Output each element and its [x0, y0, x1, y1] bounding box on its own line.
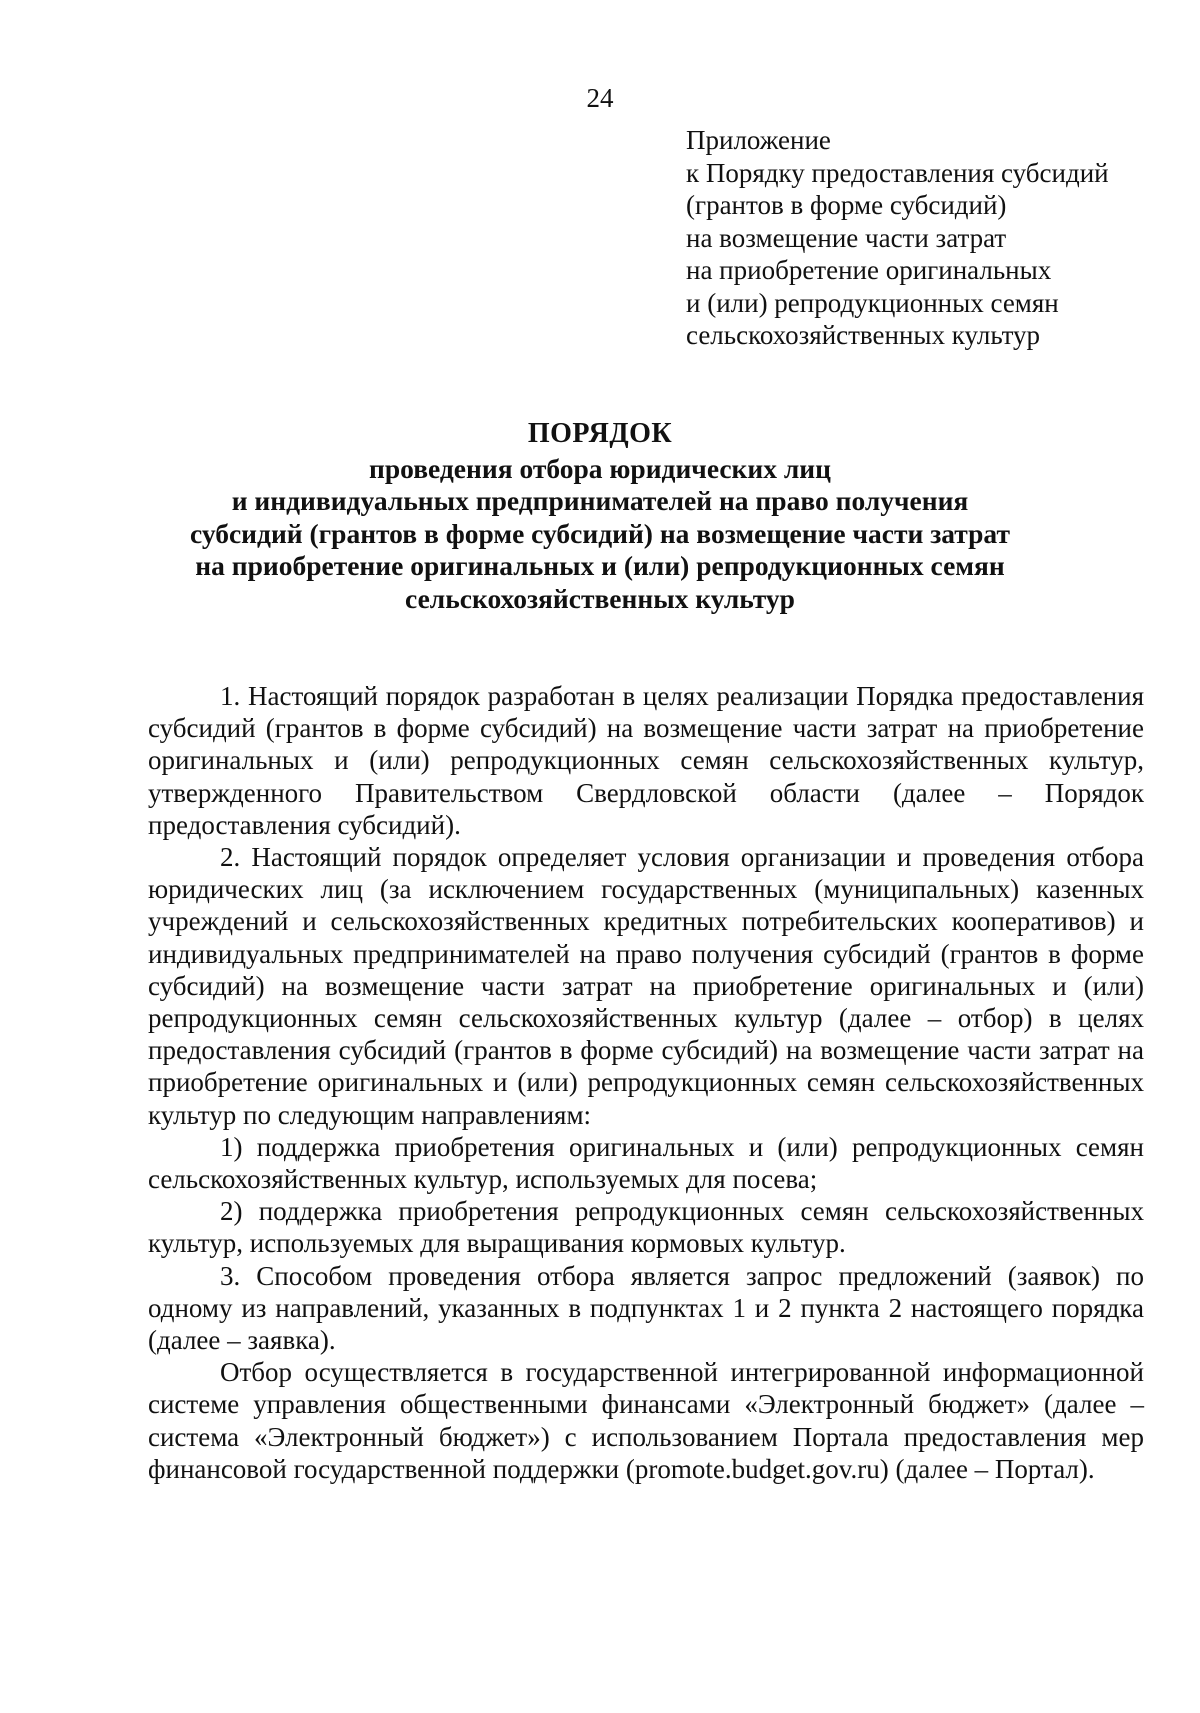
appendix-line: и (или) репродукционных семян [686, 287, 1059, 318]
title-line: субсидий (грантов в форме субсидий) на возмещение части затрат [190, 517, 1010, 549]
appendix-line: (грантов в форме субсидий) [686, 190, 1007, 220]
appendix-block [686, 124, 1166, 352]
paragraph: 1. Настоящий порядок разработан в целях реализации Порядка предоставления субсидий (грантов в форме субсидий) на возмещение части затрат на приобретение оригинальных и (или) репродукционных семян сельскохозяйственных культур, утвержденного Правительством Свердловской области (далее – Порядок предоставления субсидий). [148, 681, 1144, 840]
paragraph: 3. Способом проведения отбора является запрос предложений (заявок) по одному из направлений, указанных в подпунктах 1 и 2 пункта 2 настоящего порядка (далее – заявка). [148, 1260, 1144, 1356]
title-line: и индивидуальных предпринимателей на право получения [231, 485, 969, 516]
title-line: проведения отбора юридических лиц [368, 452, 831, 484]
paragraph: Отбор осуществляется в государственной интегрированной информационной системе управления общественными финансами «Электронный бюджет» (далее – система «Электронный бюджет») с использованием Портала предоставления мер финансовой государственной поддержки (promote.budget.gov.ru) (далее – Портал). [148, 1357, 1144, 1484]
appendix-line: на возмещение части затрат [686, 222, 1007, 253]
page-number: 24 [586, 83, 614, 113]
paragraph: 2. Настоящий порядок определяет условия организации и проведения отбора юридических лиц (за исключением государственных (муниципальных) казенных учреждений и сельскохозяйственных кредитных потребительских кооперативов) и индивидуальных предпринимателей на право получения субсидий (грантов в форме субсидий) на возмещение части затрат на приобретение оригинальных и (или) репродукционных семян сельскохозяйственных культур (далее – отбор) в целях предоставления субсидий (грантов в форме субсидий) на возмещение части затрат на приобретение оригинальных и (или) репродукционных семян сельскохозяйственных культур по следующим направлениям: [148, 842, 1144, 1130]
document-body [148, 680, 1144, 1485]
document-title [100, 418, 1100, 615]
appendix-line: сельскохозяйственных культур [686, 320, 1041, 350]
appendix-line: Приложение [686, 125, 831, 155]
title-heading: ПОРЯДОК [527, 418, 673, 449]
paragraph: 2) поддержка приобретения репродукционных семян сельскохозяйственных культур, используемых для выращивания кормовых культур. [148, 1196, 1144, 1259]
appendix-line: на приобретение оригинальных [686, 255, 1052, 285]
appendix-line: к Порядку предоставления субсидий [686, 157, 1109, 188]
title-line: сельскохозяйственных культур [405, 582, 795, 614]
paragraph: 1) поддержка приобретения оригинальных и (или) репродукционных семян сельскохозяйственных культур, используемых для посева; [148, 1131, 1144, 1195]
title-line: на приобретение оригинальных и (или) репродукционных семян [195, 550, 1005, 581]
